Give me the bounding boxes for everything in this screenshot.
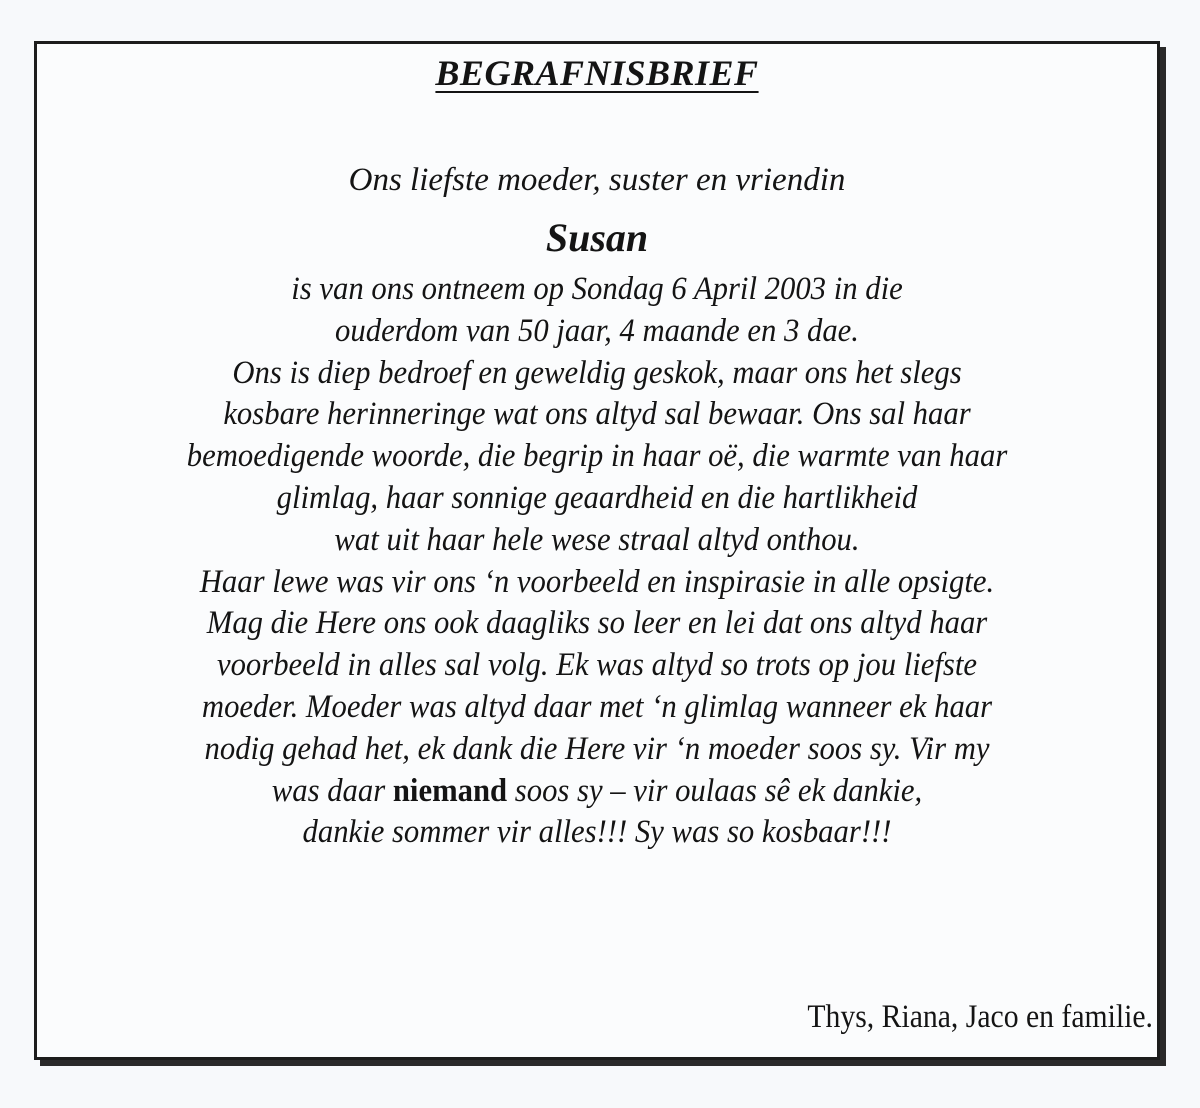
body-line: is van ons ontneem op Sondag 6 April 2003 in die <box>291 271 903 307</box>
body-line: nodig gehad het, ek dank die Here vir ‘n moeder soos sy. Vir my <box>204 730 990 767</box>
signature: Thys, Riana, Jaco en familie. <box>807 999 1153 1035</box>
funeral-notice-box <box>34 41 1160 1060</box>
emphasis-niemand: niemand <box>392 772 508 809</box>
body-line <box>76 771 1118 813</box>
body-line-part: soos sy – vir oulaas sê ek dankie, <box>507 772 923 809</box>
body-line-part: was daar <box>271 772 393 809</box>
body-line: glimlag, haar sonnige geaardheid en die hartlikheid <box>276 479 918 516</box>
notice-title-text: BEGRAFNISBRIEF <box>435 53 759 93</box>
body-line: kosbare herinneringe wat ons altyd sal bewaar. Ons sal haar <box>223 396 971 433</box>
notice-title <box>37 52 1157 94</box>
body-line: bemoedigende woorde, die begrip in haar oë, die warmte van haar <box>186 438 1008 475</box>
body-line: wat uit haar hele wese straal altyd onthou. <box>334 521 860 558</box>
body-line: voorbeeld in alles sal volg. Ek was altyd so trots op jou liefste <box>216 647 978 684</box>
body-line: Haar lewe was vir ons ‘n voorbeeld en inspirasie in alle opsigte. <box>199 563 995 600</box>
body-line: moeder. Moeder was altyd daar met ‘n glimlag wanneer ek haar <box>201 688 993 725</box>
body-line: Mag die Here ons ook daagliks so leer en lei dat ons altyd haar <box>206 605 988 642</box>
deceased-name: Susan <box>545 215 649 260</box>
notice-intro: Ons liefste moeder, suster en vriendin <box>348 162 846 198</box>
body-line: dankie sommer vir alles!!! Sy was so kosbaar!!! <box>302 814 892 851</box>
body-line: Ons is diep bedroef en geweldig geskok, maar ons het slegs <box>232 354 962 391</box>
body-line: ouderdom van 50 jaar, 4 maande en 3 dae. <box>335 312 859 349</box>
notice-body <box>76 269 1118 854</box>
